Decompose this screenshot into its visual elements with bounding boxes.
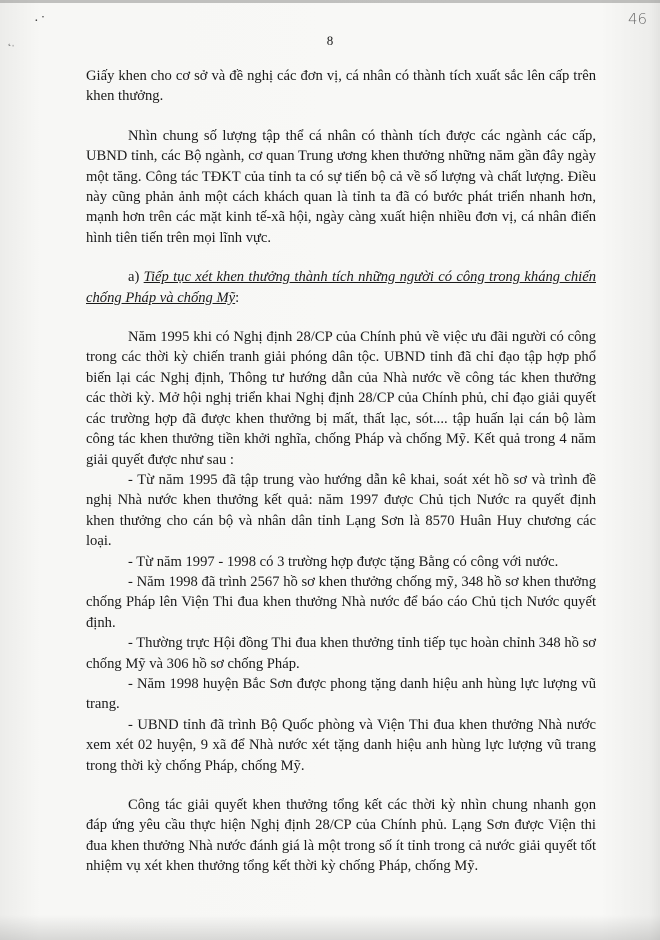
result-item: - Năm 1998 đã trình 2567 hồ sơ khen thưởng chống mỹ, 348 hồ sơ khen thưởng chống Pháp lên Viện Thi đua khen thưởng Nhà nước để báo cáo Chủ tịch Nước quyết định. — [86, 573, 596, 631]
section-heading-label: a) — [128, 269, 140, 286]
scan-speck-marks-2: ˛ˌ — [8, 36, 15, 47]
section-paragraph: Năm 1995 khi có Nghị định 28/CP của Chính phủ về việc ưu đãi người có công trong các thời kỳ chiến tranh giải phóng dân tộc. UBND tỉnh đã chỉ đạo tập hợp phổ biến lại các Nghị định, Thông tư hướng dẫn của Nhà nước về công tác khen thưởng các thời kỳ. Mở hội nghị triển khai Nghị định 28/CP của Chính phủ, chỉ đạo giải quyết các trường hợp đã được khen thưởng bị mất, thất lạc, sót.... tập huấn lại cán bộ làm công tác khen thưởng tiền khởi nghĩa, chống Pháp và chống Mỹ. Kết quả trong 4 năm giải quyết được như sau : — [86, 329, 596, 468]
scan-top-edge — [0, 0, 660, 3]
intro-paragraph: Giấy khen cho cơ sở và đề nghị các đơn vị, cá nhân có thành tích xuất sắc lên cấp trên khen thưởng. — [86, 68, 596, 105]
section-heading-text: Tiếp tục xét khen thưởng thành tích những người có công trong kháng chiến chống Pháp và chống Mỹ — [86, 269, 596, 306]
page-number: 8 — [326, 33, 334, 48]
result-item: - Từ năm 1997 - 1998 có 3 trường hợp được tặng Bằng có công với nước. — [128, 553, 559, 570]
section-heading — [86, 267, 596, 308]
section-heading-suffix: : — [235, 289, 240, 306]
scan-bottom-shadow — [0, 915, 660, 940]
scan-speck-marks: ·˙ — [34, 14, 48, 29]
result-item: - Năm 1998 huyện Bắc Sơn được phong tặng danh hiệu anh hùng lực lượng vũ trang. — [86, 675, 596, 713]
result-item: - Thường trực Hội đồng Thi đua khen thưởng tỉnh tiếp tục hoàn chỉnh 348 hồ sơ chống Mỹ và 306 hồ sơ chống Pháp. — [86, 635, 596, 672]
document-body — [86, 66, 596, 877]
result-item: - UBND tỉnh đã trình Bộ Quốc phòng và Viện Thi đua khen thưởng Nhà nước xem xét 02 huyện, 9 xã để Nhà nước xét tặng danh hiệu anh hùng lực lượng vũ trang trong thời kỳ chống Pháp, chống Mỹ. — [86, 716, 596, 774]
result-item: - Từ năm 1995 đã tập trung vào hướng dẫn kê khai, soát xét hồ sơ và trình đề nghị Nhà nước khen thưởng kết quả: năm 1997 được Chủ tịch Nước ra quyết định khen thưởng cho cán bộ và nhân dân tỉnh Lạng Sơn là 8570 Huân Huy chương các loại. — [86, 471, 596, 550]
conclusion-paragraph: Công tác giải quyết khen thưởng tổng kết các thời kỳ nhìn chung nhanh gọn đáp ứng yêu cầu thực hiện Nghị định 28/CP của Chính phủ. Lạng Sơn được Viện thi đua khen thưởng Nhà nước đánh giá là một trong số ít tỉnh trong cả nước giải quyết tốt nhiệm vụ xét khen thưởng tổng kết thời kỳ chống Pháp, chống Mỹ. — [86, 797, 596, 875]
handwritten-page-note: 46 — [628, 10, 648, 28]
summary-paragraph: Nhìn chung số lượng tập thể cá nhân có thành tích được các ngành các cấp, UBND tỉnh, các Bộ ngành, cơ quan Trung ương khen thưởng những năm gần đây ngày một tăng. Công tác TĐKT của tỉnh ta có sự tiến bộ cả về số lượng và chất lượng. Điều này cũng phản ảnh một cách khách quan là tỉnh ta đã có bước phát triển nhanh hơn, mạnh hơn trên các mặt kinh tế-xã hội, ngày càng xuất hiện nhiều đơn vị, cá nhân điển hình tiên tiến trên mọi lĩnh vực. — [86, 127, 596, 246]
